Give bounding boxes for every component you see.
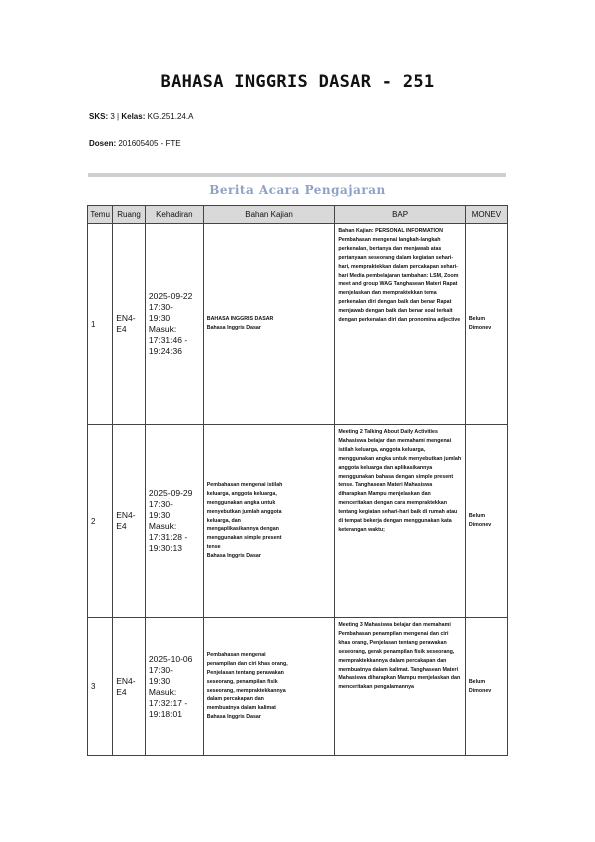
bap-cell xyxy=(335,224,466,425)
bahan-line: membuatnya dalam kalimat xyxy=(206,705,276,712)
bahan-line: BAHASA INGGRIS DASAR xyxy=(206,316,274,323)
ruang-line: EN4- xyxy=(116,675,136,686)
monev-line: Belum xyxy=(468,316,486,323)
bahan-line: Penjelasan tentang perawakan xyxy=(206,669,284,676)
bahan-line: penampilan dan ciri khas orang, xyxy=(206,660,288,667)
kehadiran-line: Masuk: xyxy=(148,521,177,531)
dosen-label: Dosen: xyxy=(89,139,117,148)
kehadiran-line: 19:30 xyxy=(148,510,171,520)
kelas-label: Kelas: xyxy=(121,112,146,121)
kehadiran-line: 17:32:17 - xyxy=(148,697,188,708)
bahan-kajian-cell xyxy=(203,224,335,425)
course-meta xyxy=(89,112,193,121)
bahan-line: tense xyxy=(206,544,221,551)
lecturer-meta xyxy=(89,139,181,148)
separator: | xyxy=(117,112,120,121)
bahan-line: Bahasa Inggris Dasar xyxy=(206,553,261,560)
bahan-line: Bahasa Inggris Dasar xyxy=(206,325,261,331)
ruang-line: EN4- xyxy=(116,510,136,520)
temu-cell: 1 xyxy=(88,224,113,425)
ruang-cell xyxy=(113,224,146,425)
bahan-line: keluarga, dan xyxy=(206,517,241,524)
kehadiran-line: 17:30- xyxy=(148,664,173,675)
kehadiran-line: 17:30- xyxy=(148,499,173,509)
monev-line: Belum xyxy=(468,678,486,685)
kehadiran-cell xyxy=(145,425,203,618)
divider xyxy=(88,173,506,177)
col-header-monev: MONEV xyxy=(465,206,507,224)
col-header-temu: Temu xyxy=(88,206,113,224)
col-header-ruang: Ruang xyxy=(113,206,146,224)
temu-cell: 3 xyxy=(88,618,113,756)
bap-cell xyxy=(335,618,466,756)
ruang-cell xyxy=(113,618,146,756)
bap-text: Meeting 3 Mahasiswa belajar dan memahami Pembahasan penampilan mengenai dan ciri khas orang, Penjelasan tentang perawakan seseorang, gerak penampilan fisik seseorang, mempraktekkannya dalam percakapan dan membuatnya dalam kalimat. Tanghasean Materi Mahasiswa diharapkan Mampu menjelaskan dan menceritakan pengalamannya xyxy=(338,622,461,691)
teaching-record-table xyxy=(87,205,508,756)
bahan-line: seseorang, penampilan fisik xyxy=(206,678,278,685)
kehadiran-date: 2025-09-29 xyxy=(148,488,193,498)
kehadiran-date: 2025-10-06 xyxy=(148,653,193,664)
ruang-cell xyxy=(113,425,146,618)
temu-cell: 2 xyxy=(88,425,113,618)
ruang-line: E4 xyxy=(116,686,127,697)
sks-value: 3 xyxy=(110,112,115,121)
monev-cell xyxy=(465,425,507,618)
bahan-line: seseorang, mempraktekkannya xyxy=(206,687,286,694)
kehadiran-line: 19:30:13 xyxy=(148,543,182,553)
bap-text: Bahan Kajian: PERSONAL INFORMATION Pembahasan mengenai langkah-langkah perkenalan, bertanya dan menjawab atas pertanyaan seseorang dalam kegiatan sehari-hari, mempraktekkan dalam percakapan sehari-hari Media pembelajaran tambahan: LSM, Zoom meet and group WAG Tanghasean Materi Rapat menjelaskan dan mempraktekkan tema perkenalan diri dengan baik dan benar Rapat menjawab dengan baik dan benar soal terkait dengan perkenalan diri dan pronomina adjective xyxy=(338,228,461,324)
dosen-value: 201605405 - FTE xyxy=(118,139,181,148)
table-row xyxy=(88,618,508,756)
kelas-value: KG.251.24.A xyxy=(147,112,194,121)
table-row xyxy=(88,425,508,618)
bahan-kajian-cell xyxy=(203,618,335,756)
col-header-bap: BAP xyxy=(335,206,466,224)
monev-cell xyxy=(465,618,507,756)
bahan-line: menggunakan simple present xyxy=(206,535,282,542)
bap-text: Meeting 2 Talking About Daily Activities Mahasiswa belajar dan memahami mengenai istilah keluarga, anggota keluarga, menggunakan angka untuk menyebutkan jumlah anggota keluarga dan aplikasikannya menggunakan bahasa dengan simple present tense. Tanghasean Materi Mahasiswa diharapkan Mampu menjelaskan dan menceritakan dengan cara mempraktekkan tentang kegiatan sehari-hari baik di rumah atau di tempat bekerja dengan menggunakan kata keterangan waktu; xyxy=(338,429,462,533)
kehadiran-line: 19:30 xyxy=(148,675,171,686)
kehadiran-line: 17:30- xyxy=(148,302,173,312)
kehadiran-date: 2025-09-22 xyxy=(148,291,193,301)
bahan-line: Pembahasan mengenai istilah xyxy=(206,481,283,488)
kehadiran-line: 19:30 xyxy=(148,313,171,323)
col-header-kehadiran: Kehadiran xyxy=(145,206,203,224)
ruang-line: EN4- xyxy=(116,313,136,323)
table-row xyxy=(88,224,508,425)
ruang-line: E4 xyxy=(116,521,127,531)
bahan-line: keluarga, anggota keluarga, xyxy=(206,490,277,497)
bahan-line: menyebutkan jumlah anggota xyxy=(206,508,282,515)
kehadiran-line: 19:18:01 xyxy=(148,708,182,719)
monev-line: Belum xyxy=(468,513,486,520)
monev-line: Dimonev xyxy=(468,522,492,528)
kehadiran-line: 17:31:28 - xyxy=(148,532,188,542)
bahan-line: mengaplikasikannya dengan xyxy=(206,526,279,533)
kehadiran-cell xyxy=(145,618,203,756)
table-header-row xyxy=(88,206,508,224)
ruang-line: E4 xyxy=(116,324,127,334)
section-subtitle: Berita Acara Pengajaran xyxy=(209,183,386,197)
kehadiran-line: 17:31:46 - xyxy=(148,335,188,345)
kehadiran-line: Masuk: xyxy=(148,686,177,697)
kehadiran-line: Masuk: xyxy=(148,324,177,334)
bahan-line: menggunakan angka untuk xyxy=(206,499,276,506)
document-title: BAHASA INGGRIS DASAR - 251 xyxy=(160,72,435,92)
monev-cell xyxy=(465,224,507,425)
bahan-line: dalam percakapan dan xyxy=(206,696,264,703)
kehadiran-cell xyxy=(145,224,203,425)
bahan-line: Pembahasan mengenai xyxy=(206,651,266,658)
bap-cell xyxy=(335,425,466,618)
kehadiran-line: 19:24:36 xyxy=(148,346,182,356)
sks-label: SKS: xyxy=(89,112,109,121)
monev-line: Dimonev xyxy=(468,325,492,331)
col-header-bahan-kajian: Bahan Kajian xyxy=(203,206,335,224)
monev-line: Dimonev xyxy=(468,687,492,694)
bahan-line: Bahasa Inggris Dasar xyxy=(206,714,261,721)
bahan-kajian-cell xyxy=(203,425,335,618)
